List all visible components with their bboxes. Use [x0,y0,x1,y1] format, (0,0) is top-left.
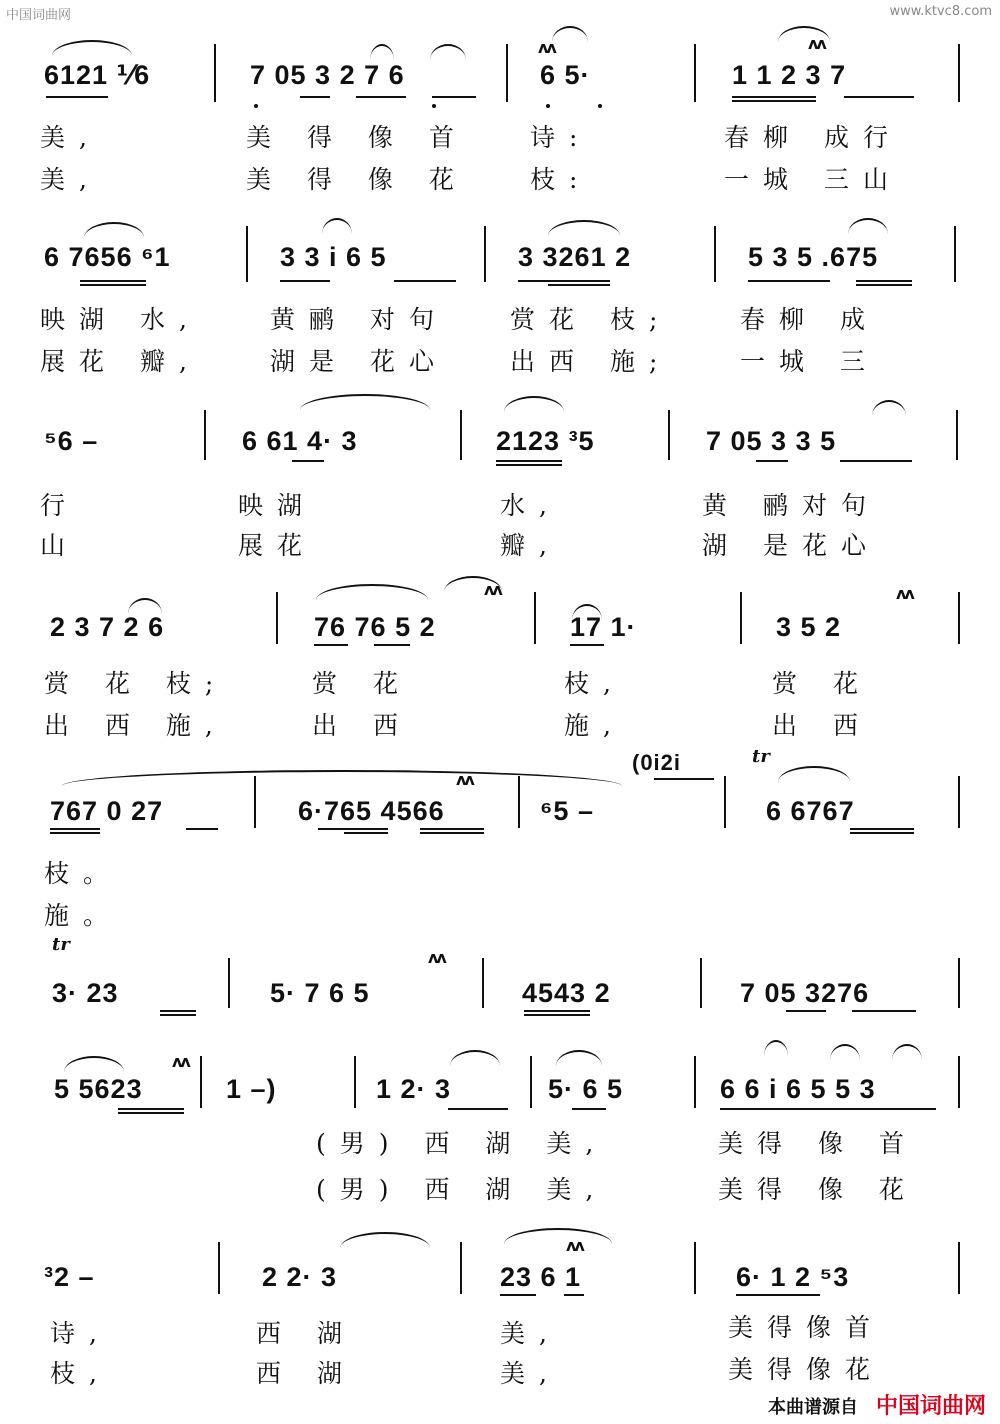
lyrics-verse1: 枝, [564,669,625,698]
lyrics-verse2: 施。 [44,901,123,930]
notes-measure-4: 6· 1 2 ⁵3 [736,1262,850,1292]
notes-measure-3: 1 2· 3 [376,1074,452,1104]
lyrics-verse2: 西 湖 [256,1359,356,1388]
lyrics-verse1: 美得像首 [728,1313,885,1342]
footer-credit [768,1389,986,1420]
tremolo-mark: ʌʌ [428,948,445,967]
lyrics-verse2: 展花 瓣, [40,347,201,376]
lyrics-verse1: 黄 鹂对句 [702,491,880,520]
lyrics-verse1: 诗: [530,123,592,152]
watermark-right: www.ktvc8.com [889,4,992,19]
lyrics-verse1: 西 湖 [256,1319,356,1348]
lyrics-verse2: 美得像花 [728,1355,885,1384]
lyrics-verse1: 枝。 [44,859,123,888]
tremolo-mark: ʌʌ [808,34,825,53]
lyrics-verse1: 诗, [50,1319,111,1348]
notes-measure-1: 6 7656 ⁶1 [44,242,171,272]
lyrics-verse1: 映湖 [238,491,317,520]
lyrics-verse2: 美, [40,165,101,194]
lyrics-verse1: 春柳 成行 [724,123,902,152]
lyrics-verse1: 美, [40,123,101,152]
lyrics-verse2: 美, [500,1359,561,1388]
lyrics-verse2: 展花 [238,531,317,560]
lyrics-verse2: 施, [564,711,625,740]
notes-measure-2: 3 3 i 6 5 [280,242,387,272]
notes-measure-3: 23 6 1 [500,1262,582,1292]
notes-measure-1: 5 5623 [54,1074,143,1104]
trill-mark: tr [752,746,770,767]
intro-notes: (0i2i [632,750,682,775]
tremolo-mark: ʌʌ [896,584,913,603]
lyrics-verse2: 山 [40,531,80,560]
tremolo-mark: ʌʌ [172,1052,189,1071]
lyrics-verse1: 赏 花 [312,669,412,698]
notes-measure-4: 5 3 5 .675 [748,242,879,272]
lyrics-verse2: 湖 是花心 [702,531,880,560]
notes-measure-2: 6 61 4· 3 [242,426,358,456]
notes-measure-5: 6 6 i 6 5 5 3 [720,1074,876,1104]
lyrics-verse1: 美得 像 首 [718,1129,918,1158]
notes-measure-2: 2 2· 3 [262,1262,338,1292]
lyrics-verse1: 赏花 枝; [510,305,672,334]
lyrics-verse2: (男) 西 湖 美, [316,1175,608,1204]
notes-measure-1: ⁵6 – [44,426,99,456]
notes-measure-2: 76 76 5 2 [314,612,436,642]
lyrics-verse1: 赏 花 枝; [44,669,228,698]
notes-measure-2: 5· 7 6 5 [270,978,370,1008]
lyrics-verse1: 美 得 像 首 [246,123,468,152]
lyrics-verse2: 出 西 [772,711,872,740]
lyrics-verse1: 水, [500,491,561,520]
footer-source: 本曲谱源自 [767,1397,858,1418]
notes-measure-3: 3 3261 2 [518,242,632,272]
lyrics-verse2: 湖是 花心 [270,347,448,376]
notes-measure-1: 6121 ⅟6 [44,60,151,90]
lyrics-verse1: (男) 西 湖 美, [316,1129,608,1158]
lyrics-verse2: 出 西 [312,711,412,740]
lyrics-verse2: 出 西 施, [44,711,227,740]
lyrics-verse1: 春柳 成 [740,305,879,334]
notes-measure-3: 17 1· [570,612,637,642]
watermark-left: 中国词曲网 [6,8,72,23]
tremolo-mark: ʌʌ [538,38,555,57]
notes-measure-2: 7 05 3 2 7 6 [250,60,405,90]
lyrics-verse2: 美得 像 花 [718,1175,918,1204]
lyrics-verse2: 一城 三山 [724,165,902,194]
notes-measure-4: 5· 6 5 [548,1074,624,1104]
lyrics-verse2: 出西 施; [510,347,672,376]
notes-measure-1: 3· 23 [52,978,119,1008]
notes-measure-4: 3 5 2 [776,612,842,642]
lyrics-verse2: 一城 三 [740,347,879,376]
tremolo-mark: ʌʌ [566,1236,583,1255]
trill-mark: tr [52,934,70,955]
notes-measure-4: 1 1 2 3 7 [732,60,847,90]
lyrics-verse1: 美, [500,1319,561,1348]
lyrics-verse1: 赏 花 [772,669,872,698]
tremolo-mark: ʌʌ [484,580,501,599]
notes-measure-1: ³2 – [44,1262,95,1292]
lyrics-verse2: 枝: [530,165,592,194]
lyrics-verse1: 行 [40,491,80,520]
tremolo-mark: ʌʌ [456,770,473,789]
notes-measure-3: ⁶5 – [540,796,594,826]
lyrics-verse1: 映湖 水, [40,305,201,334]
lyrics-verse2: 枝, [50,1359,111,1388]
notes-measure-4: 7 05 3276 [740,978,870,1008]
notes-measure-2: 1 –) [226,1074,277,1104]
notes-measure-2: 6·765 4566 [298,796,445,826]
notes-measure-1: 2 3 7 2 6 [50,612,165,642]
lyrics-verse2: 瓣, [500,531,561,560]
notes-measure-1: 767 0 27 [50,796,164,826]
notes-measure-4: 6 6767 [766,796,855,826]
lyrics-verse2: 美 得 像 花 [246,165,468,194]
notes-measure-4: 7 05 3 3 5 [706,426,837,456]
footer-brand-link[interactable]: 中国词曲网 [875,1394,986,1419]
notes-measure-3: 2123 ³5 [496,426,595,456]
notes-measure-3: 4543 2 [522,978,611,1008]
notes-measure-3: 6 5· [540,60,591,90]
lyrics-verse1: 黄鹂 对句 [270,305,448,334]
